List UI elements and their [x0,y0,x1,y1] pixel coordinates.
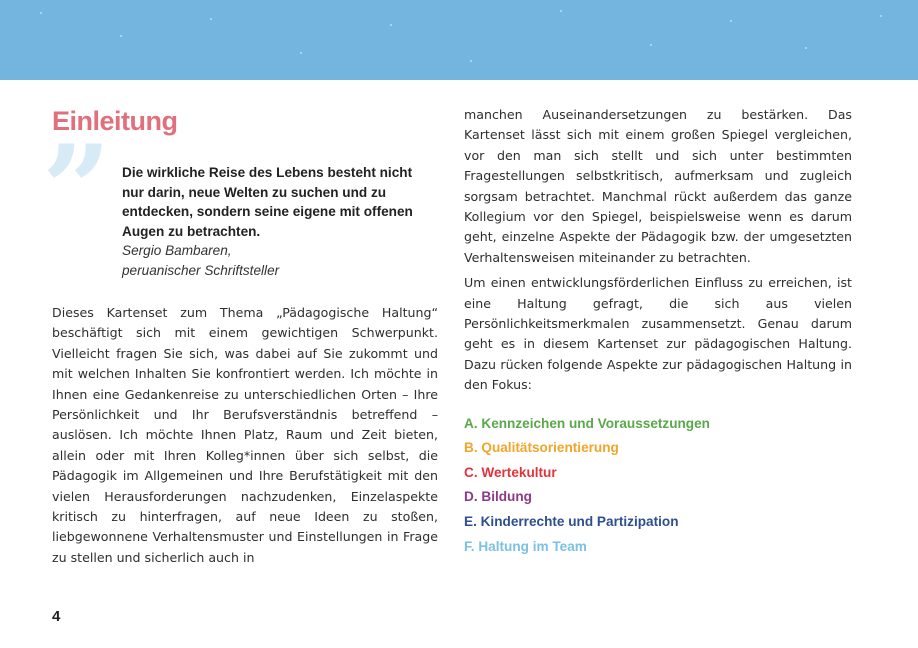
right-column [464,105,852,559]
quote-text: Die wirkliche Reise des Lebens besteht nicht nur darin, neue Welten zu suchen und zu entdecken, sondern seine eigene mit offenen Augen zu betrachten. [122,165,413,239]
quote-author-role: peruanischer Schriftsteller [122,262,280,278]
focus-paragraph: Um einen entwicklungsförderlichen Einfluss zu erreichen, ist eine Haltung gefragt, die sich aus vielen Persönlichkeitsmerkmalen zusammensetzt. Genau darum geht es in diesem Kartenset zur pädagogischen Haltung. Dazu rücken folgende Aspekte zur pädagogischen Haltung in den Fokus: [464,275,852,393]
aspect-item-a: A. Kennzeichen und Voraussetzungen [464,415,710,431]
continuation-paragraph: manchen Auseinandersetzungen zu bestärken. Das Kartenset lässt sich mit einem großen Spiegel vergleichen, vor den man sich stellt und sich unter bestimmten Fragestellungen selbstkritisch, aufmerksam und zugleich sorgsam betrachtet. Manchmal rückt außerdem das ganze Kollegium vor den Spiegel, beispielsweise wenn es darum geht, einzelne Aspekte der Pädagogik bzw. der umgesetzten Verhaltensweisen miteinander zu betrachten. [464,107,852,265]
page-number: 4 [52,608,61,625]
aspect-item-b: B. Qualitätsorientierung [464,440,619,456]
quotation-mark-icon: ” [42,119,112,260]
page-title: Einleitung [52,106,178,136]
aspect-item-d: D. Bildung [464,489,532,505]
left-column [52,303,438,568]
aspect-list [464,412,852,560]
aspect-item-c: C. Wertekultur [464,464,557,480]
intro-paragraph: Dieses Kartenset zum Thema „Pädagogische Haltung“ beschäftigt sich mit einem gewichtigen Schwerpunkt. Vielleicht fragen Sie sich, was dabei auf Sie zukommt und mit welchen Inhalten Sie konfrontiert werden. Ich möchte in Ihnen eine Gedankenreise zu unterschiedlichen Orten – Ihre Persönlichkeit und Ihr Berufsverständnis betreffend – auslösen. Ich möchte Ihnen Platz, Raum und Zeit bieten, allein oder mit Ihren Kolleg*innen über sich selbst, die Pädagogik im Allgemeinen und Ihre Berufstätigkeit mit den vielen Herausforderungen nachzudenken, Einzelaspekte kritisch zu hinterfragen, auf neue Ideen zu stoßen, liebgewonnene Verhaltensmuster und Einstellungen in Frage zu stellen und sicherlich auch in [52,305,438,565]
header-banner [0,0,918,80]
aspect-item-e: E. Kinderrechte und Partizipation [464,514,679,530]
quote-block [122,163,422,281]
quote-author: Sergio Bambaren, [122,243,232,259]
aspect-item-f: F. Haltung im Team [464,538,587,554]
